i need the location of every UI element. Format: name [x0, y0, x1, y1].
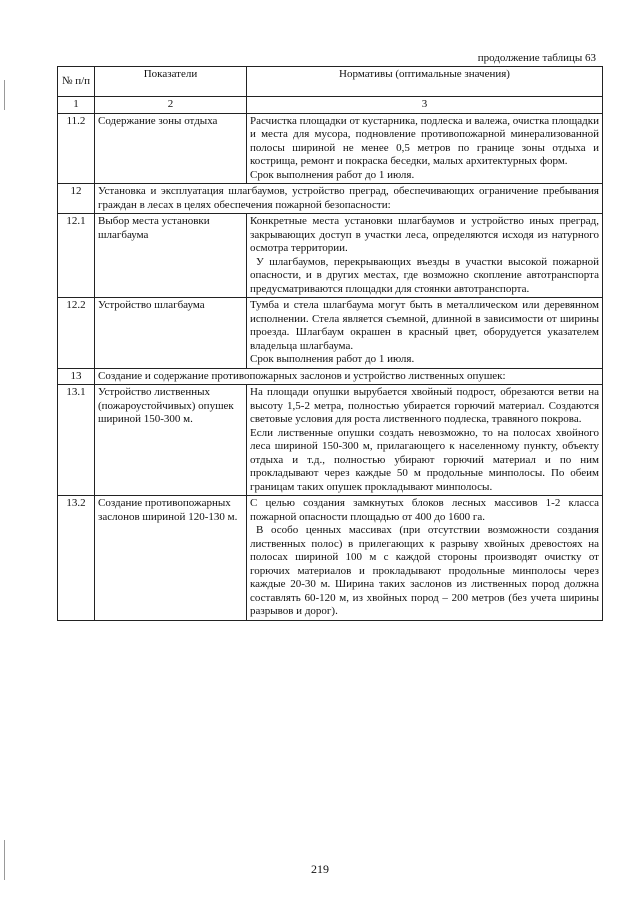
header-norms: Нормативы (оптимальные значения) [247, 67, 603, 97]
norm-paragraph: С целью создания замкнутых блоков лесных массивов 1-2 класса пожарной опасности площадью от 400 до 1600 га. [250, 497, 599, 523]
row-norm [247, 113, 603, 184]
page-number: 219 [311, 862, 329, 876]
norm-paragraph: На площади опушки вырубается хвойный подрост, обрезаются ветви на высоту 1,5-2 метра, полностью убирается горючий материал. Создаются световые условия для роста лиственного подлеска, травяного покрова. [250, 386, 599, 425]
table-row [58, 214, 603, 298]
section-row [58, 368, 603, 385]
section-title: Создание и содержание противопожарных заслонов и устройство лиственных опушек: [95, 368, 603, 385]
row-number: 11.2 [58, 113, 95, 184]
table-row [58, 496, 603, 621]
row-norm [247, 298, 603, 369]
norm-paragraph: У шлагбаумов, перекрывающих въезды в участки высокой пожарной опасности, и в других местах, где возможно скопление автотранспорта предусматриваются площадки для стоянки автотранспорта. [250, 255, 599, 295]
column-number: 2 [95, 97, 247, 114]
section-title: Установка и эксплуатация шлагбаумов, устройство преград, обеспечивающих ограничение пребывания граждан в лесах в целях обеспечения пожарной безопасности: [95, 184, 603, 214]
row-norm [247, 496, 603, 621]
row-indicator: Создание противопожарных заслонов шириной 120-130 м. [95, 496, 247, 621]
section-number: 12 [58, 184, 95, 214]
column-number-row [58, 97, 603, 114]
row-number: 12.2 [58, 298, 95, 369]
table-row [58, 298, 603, 369]
section-row [58, 184, 603, 214]
row-norm [247, 385, 603, 496]
table-row [58, 385, 603, 496]
table-continuation-label: продолжение таблицы 63 [477, 52, 596, 64]
row-number: 13.1 [58, 385, 95, 496]
header-num: № п/п [58, 67, 95, 97]
table-header-row [58, 67, 603, 97]
norm-paragraph: Конкретные места установки шлагбаумов и устройство иных преград, закрывающих доступ в участки леса, определяются исходя из натурного осмотра территории. [250, 215, 599, 254]
row-indicator: Устройство шлагбаума [95, 298, 247, 369]
norm-paragraph: Срок выполнения работ до 1 июля. [250, 353, 415, 365]
column-number: 3 [247, 97, 603, 114]
row-indicator: Устройство лиственных (пожароустойчивых) опушек шириной 150-300 м. [95, 385, 247, 496]
norm-paragraph: Расчистка площадки от кустарника, подлеска и валежа, очистка площадки и места для мусора, подновление противопожарной минерализованной полосы шириной не менее 0,5 метров по границе зоны отдыха и кострища, ремонт и покраска беседки, малых архитектурных форм. [250, 114, 599, 167]
scan-edge-mark [4, 80, 5, 110]
row-indicator: Содержание зоны отдыха [95, 113, 247, 184]
table-row [58, 113, 603, 184]
row-norm [247, 214, 603, 298]
norm-paragraph: Срок выполнения работ до 1 июля. [250, 168, 415, 181]
norms-table [57, 66, 603, 621]
norm-paragraph: В особо ценных массивах (при отсутствии возможности создания лиственных полос) в прилегающих к разрыву хвойных древостоях на полосах шириной 100 м с каждой стороны производят очистку от горючих материалов и прокладывают продольные минполосы через каждые 20-30 м. Ширина таких заслонов из лиственных пород должна составлять 60-120 м, из хвойных пород – 200 метров (без учета ширины разрывов и дорог). [250, 524, 599, 617]
row-number: 12.1 [58, 214, 95, 298]
norm-paragraph: Тумба и стела шлагбаума могут быть в металлическом или деревянном исполнении. Стела является съемной, длинной в зависимости от ширины проезда. Шлагбаум окрашен в красный цвет, оборудуется указателем владельца шлагбаума. [250, 299, 599, 352]
norm-paragraph: Если лиственные опушки создать невозможно, то на полосах хвойного леса шириной 150-300 м, прилагающего к населенному пункту, объекту отдыха и т.д., полностью убирают горючий материал и по ним прокладывают через каждые 50 м продольные минполосы. По обеим границам таких опушек прокладывают минполосы. [250, 426, 599, 493]
row-number: 13.2 [58, 496, 95, 621]
column-number: 1 [58, 97, 95, 114]
section-number: 13 [58, 368, 95, 385]
header-indicators: Показатели [95, 67, 247, 97]
row-indicator: Выбор места установки шлагбаума [95, 214, 247, 298]
